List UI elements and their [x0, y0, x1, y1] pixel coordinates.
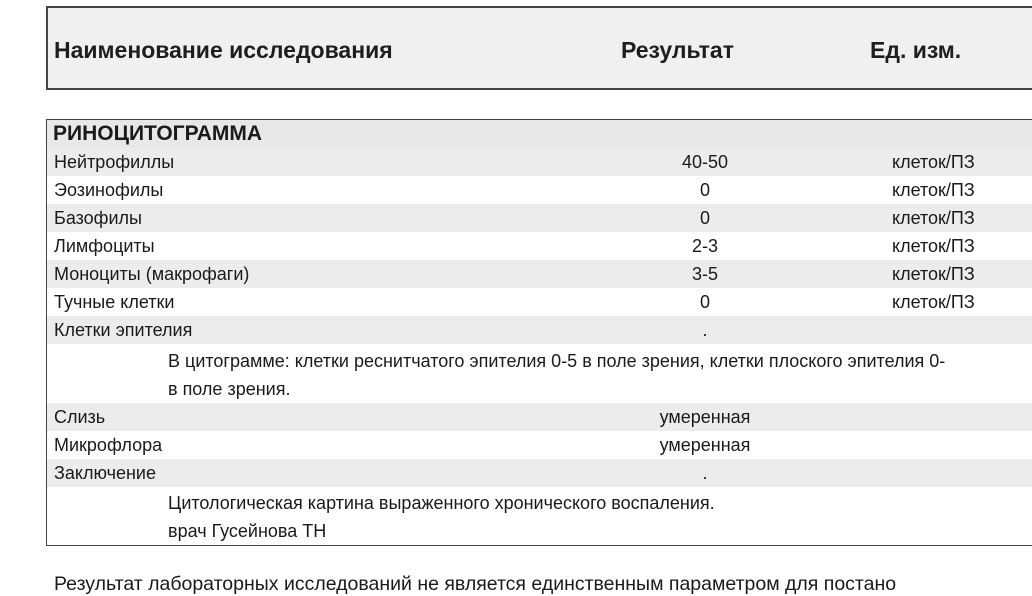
- test-name: Клетки эпителия: [54, 320, 193, 340]
- test-unit: клеток/ПЗ: [892, 264, 975, 284]
- test-value: 0: [699, 208, 710, 228]
- test-name: Микрофлора: [54, 435, 163, 455]
- test-name: Заключение: [54, 463, 156, 483]
- test-unit: клеток/ПЗ: [892, 152, 975, 172]
- table-row: [47, 204, 1032, 232]
- test-name: Нейтрофиллы: [54, 152, 175, 172]
- test-name: Эозинофилы: [54, 180, 164, 200]
- table-row: [47, 232, 1032, 260]
- test-value: .: [702, 320, 708, 340]
- section-title: РИНОЦИТОГРАММА: [47, 120, 1032, 148]
- table-row: [47, 260, 1032, 288]
- column-header-unit: Ед. изм.: [870, 37, 962, 63]
- test-name: Базофилы: [54, 208, 142, 228]
- table-row: [47, 288, 1032, 316]
- test-unit: клеток/ПЗ: [892, 292, 975, 312]
- test-value: 0: [699, 180, 710, 200]
- disclaimer-text: Результат лабораторных исследований не является единственным параметром для постано: [54, 573, 897, 595]
- test-value: 2-3: [691, 236, 718, 256]
- table-row: [47, 148, 1032, 176]
- epithelium-note-line: в поле зрения.: [168, 379, 291, 399]
- table-row: [47, 431, 1032, 459]
- test-value: 3-5: [691, 264, 718, 284]
- table-row: [47, 459, 1032, 487]
- doctor-signature-text: врач Гусейнова ТН: [168, 521, 327, 541]
- test-value: 40-50: [681, 152, 729, 172]
- test-name: Моноциты (макрофаги): [54, 264, 250, 284]
- results-table: [46, 119, 1032, 546]
- test-value: умеренная: [659, 435, 751, 455]
- column-header-result: Результат: [621, 37, 734, 63]
- test-value: 0: [699, 292, 710, 312]
- test-name: Тучные клетки: [54, 292, 175, 312]
- test-name: Слизь: [54, 407, 106, 427]
- table-row: [47, 176, 1032, 204]
- test-value: умеренная: [659, 407, 751, 427]
- table-header: [46, 6, 1032, 90]
- test-unit: клеток/ПЗ: [892, 236, 975, 256]
- table-row: [47, 316, 1032, 344]
- test-unit: клеток/ПЗ: [892, 180, 975, 200]
- column-header-name: Наименование исследования: [54, 37, 393, 63]
- conclusion-text: Цитологическая картина выраженного хронического воспаления.: [168, 493, 715, 513]
- test-name: Лимфоциты: [54, 236, 155, 256]
- epithelium-note-line: В цитограмме: клетки реснитчатого эпителия 0-5 в поле зрения, клетки плоского эпителия 0-: [168, 351, 946, 371]
- test-value: .: [702, 463, 708, 483]
- table-row: [47, 403, 1032, 431]
- test-unit: клеток/ПЗ: [892, 208, 975, 228]
